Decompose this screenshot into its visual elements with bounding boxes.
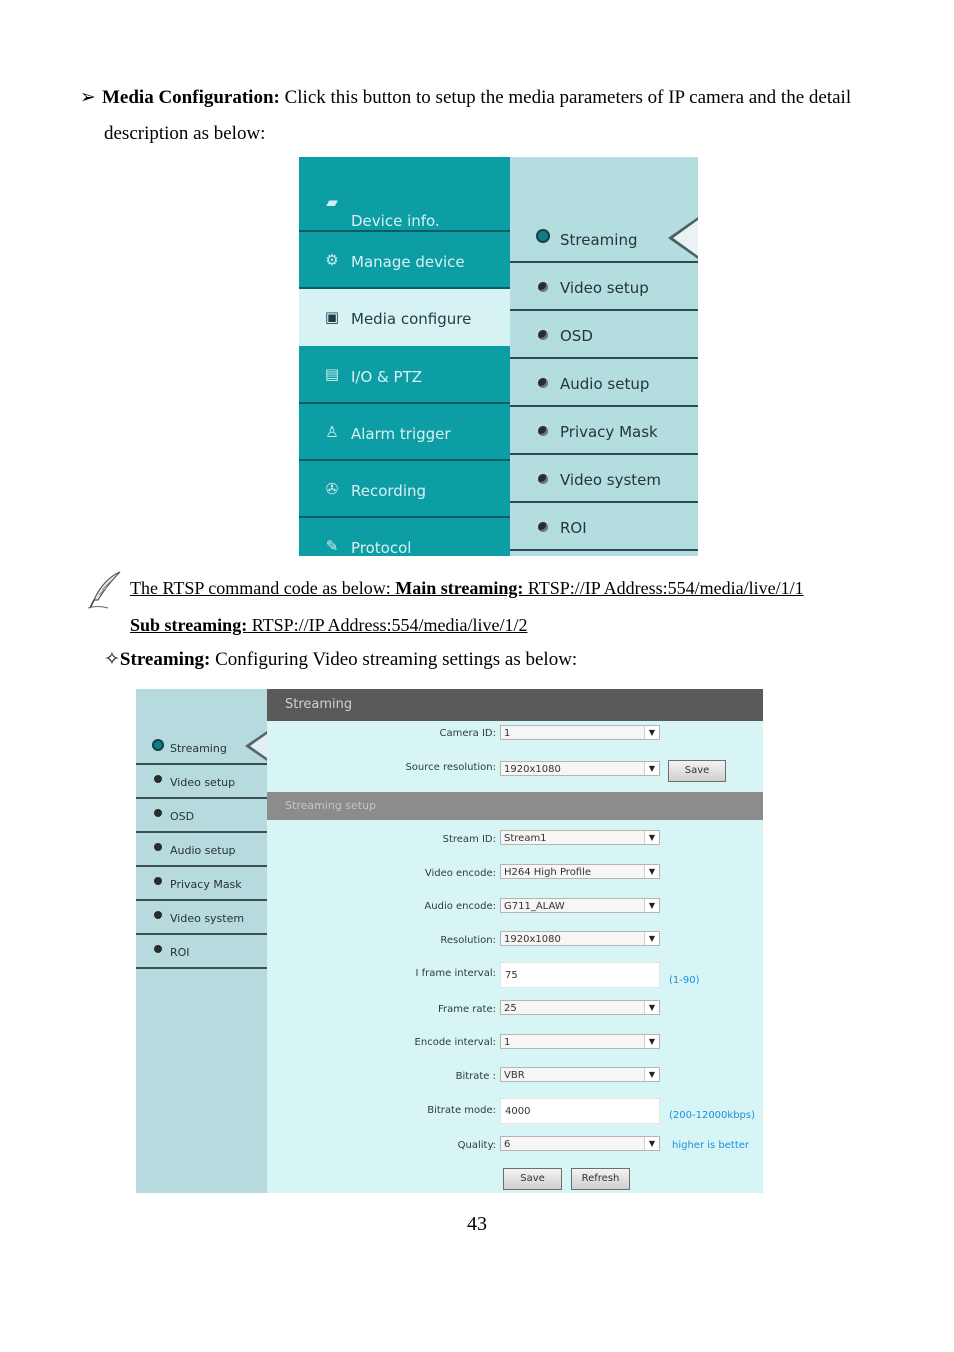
camera-id-select[interactable]: 1 ▼: [500, 725, 660, 740]
dropdown-arrow-icon: ▼: [644, 899, 659, 912]
main-menu-item-io-ptz[interactable]: ▤ I/O & PTZ: [299, 346, 510, 404]
bullet-icon: [538, 330, 548, 340]
bullet-icon: [538, 426, 548, 436]
bullet-icon: [154, 945, 162, 953]
bullet-icon: [154, 775, 162, 783]
bitrate-mode-label: Bitrate mode:: [427, 1105, 496, 1116]
sub-menu: [510, 157, 698, 556]
audio-encode-select[interactable]: G711_ALAW ▼: [500, 898, 660, 913]
film-reel-icon: ✇: [325, 480, 339, 498]
dropdown-arrow-icon: ▼: [644, 932, 659, 945]
main-menu-item-recording[interactable]: ✇ Recording: [299, 461, 510, 518]
wrench-icon: ✎: [325, 537, 339, 555]
bullet-icon: [538, 282, 548, 292]
side-item-roi[interactable]: ROI: [136, 935, 267, 969]
quality-label: Quality:: [457, 1140, 496, 1151]
dropdown-arrow-icon: ▼: [644, 1035, 659, 1048]
bullet-icon: [538, 378, 548, 388]
main-menu-item-manage-device[interactable]: ⚙ Manage device: [299, 232, 510, 289]
intro-paragraph: [80, 80, 880, 152]
page-number: 43: [467, 1213, 487, 1235]
sub-menu-item-osd[interactable]: OSD: [510, 311, 698, 359]
sub-menu-item-streaming[interactable]: Streaming: [510, 215, 698, 263]
resolution-select[interactable]: 1920x1080 ▼: [500, 931, 660, 946]
bullet-icon: [154, 809, 162, 817]
streaming-heading: ✧Streaming: Configuring Video streaming settings as below:: [104, 649, 578, 670]
bullet-icon: [154, 877, 162, 885]
main-streaming-label: Main streaming:: [395, 578, 524, 598]
bitrate-label: Bitrate :: [455, 1071, 496, 1082]
quality-select[interactable]: 6 ▼: [500, 1136, 660, 1151]
dropdown-arrow-icon: ▼: [644, 1137, 659, 1150]
bitrate-mode-input[interactable]: 4000: [500, 1098, 660, 1124]
media-icon: ▣: [324, 308, 340, 326]
dropdown-arrow-icon: ▼: [644, 1001, 659, 1014]
side-item-audio-setup[interactable]: Audio setup: [136, 833, 267, 867]
source-resolution-label: Source resolution:: [405, 762, 496, 773]
sub-menu-item-privacy-mask[interactable]: Privacy Mask: [510, 407, 698, 455]
bitrate-select[interactable]: VBR ▼: [500, 1067, 660, 1082]
quality-hint: higher is better: [672, 1140, 750, 1151]
gear-icon: ⚙: [325, 251, 339, 269]
sub-menu-item-audio-setup[interactable]: Audio setup: [510, 359, 698, 407]
bullet-icon: [154, 843, 162, 851]
streaming-header: Streaming: [267, 689, 763, 721]
dropdown-arrow-icon: ▼: [644, 831, 659, 844]
source-resolution-select[interactable]: 1920x1080 ▼: [500, 761, 660, 776]
intro-text-2: description as below:: [104, 123, 266, 144]
note-prefix: The RTSP command code as below:: [130, 578, 396, 598]
streaming-setup-header: Streaming setup: [267, 792, 763, 820]
main-menu-item-alarm-trigger[interactable]: ♙ Alarm trigger: [299, 404, 510, 461]
camera-id-label: Camera ID:: [439, 728, 496, 739]
side-item-video-system[interactable]: Video system: [136, 901, 267, 935]
streaming-side-menu: [136, 689, 267, 1193]
io-icon: ▤: [324, 365, 340, 383]
dropdown-arrow-icon: ▼: [644, 1068, 659, 1081]
sub-streaming-label: Sub streaming:: [130, 615, 248, 635]
main-menu: [299, 157, 510, 556]
quill-note-icon: [86, 570, 124, 610]
intro-text-1: Click this button to setup the media parameters of IP camera and the detail: [284, 87, 852, 108]
side-item-streaming[interactable]: Streaming: [136, 731, 267, 765]
main-streaming-url: RTSP://IP Address:554/media/live/1/1: [523, 578, 804, 598]
save-source-button[interactable]: Save: [668, 760, 726, 782]
sub-menu-item-roi[interactable]: ROI: [510, 503, 698, 551]
stream-id-select[interactable]: Stream1 ▼: [500, 830, 660, 845]
stream-id-label: Stream ID:: [442, 834, 496, 845]
bitrate-mode-hint: (200-12000kbps): [669, 1110, 756, 1121]
resolution-label: Resolution:: [440, 935, 496, 946]
i-frame-interval-input[interactable]: 75: [500, 962, 660, 988]
frame-rate-select[interactable]: 25 ▼: [500, 1000, 660, 1015]
dropdown-arrow-icon: ▼: [644, 762, 659, 775]
main-menu-item-protocol[interactable]: ✎ Protocol: [299, 518, 510, 556]
i-frame-interval-label: I frame interval:: [415, 968, 496, 979]
sub-menu-item-video-setup[interactable]: Video setup: [510, 263, 698, 311]
encode-interval-label: Encode interval:: [414, 1037, 496, 1048]
dropdown-arrow-icon: ▼: [644, 726, 659, 739]
video-encode-select[interactable]: H264 High Profile ▼: [500, 864, 660, 879]
camera-icon: ▰: [326, 193, 338, 211]
diamond-bullet-icon: ✧: [104, 649, 120, 670]
main-menu-item-device-info[interactable]: ▰ Device info.: [299, 174, 510, 232]
sub-streaming-url: RTSP://IP Address:554/media/live/1/2: [247, 615, 528, 635]
streaming-screenshot: [136, 689, 763, 1193]
sub-menu-item-video-system[interactable]: Video system: [510, 455, 698, 503]
dropdown-arrow-icon: ▼: [644, 865, 659, 878]
arrow-bullet-icon: ➢: [80, 87, 96, 108]
encode-interval-select[interactable]: 1 ▼: [500, 1034, 660, 1049]
bullet-icon: [538, 522, 548, 532]
video-encode-label: Video encode:: [424, 868, 496, 879]
bullet-icon: [154, 911, 162, 919]
rtsp-note: [130, 570, 890, 644]
frame-rate-label: Frame rate:: [437, 1004, 496, 1015]
radio-selected-icon: [154, 741, 162, 749]
intro-heading: Media Configuration:: [102, 87, 280, 108]
side-item-osd[interactable]: OSD: [136, 799, 267, 833]
main-menu-item-media-configure[interactable]: ▣ Media configure: [299, 289, 510, 346]
save-button[interactable]: Save: [503, 1168, 562, 1190]
side-item-privacy-mask[interactable]: Privacy Mask: [136, 867, 267, 901]
refresh-button[interactable]: Refresh: [571, 1168, 630, 1190]
bullet-icon: [538, 474, 548, 484]
media-menu-screenshot: [299, 157, 698, 556]
side-item-video-setup[interactable]: Video setup: [136, 765, 267, 799]
bell-icon: ♙: [325, 423, 339, 441]
audio-encode-label: Audio encode:: [424, 901, 496, 912]
radio-selected-icon: [538, 231, 548, 241]
i-frame-interval-hint: (1-90): [669, 975, 700, 986]
